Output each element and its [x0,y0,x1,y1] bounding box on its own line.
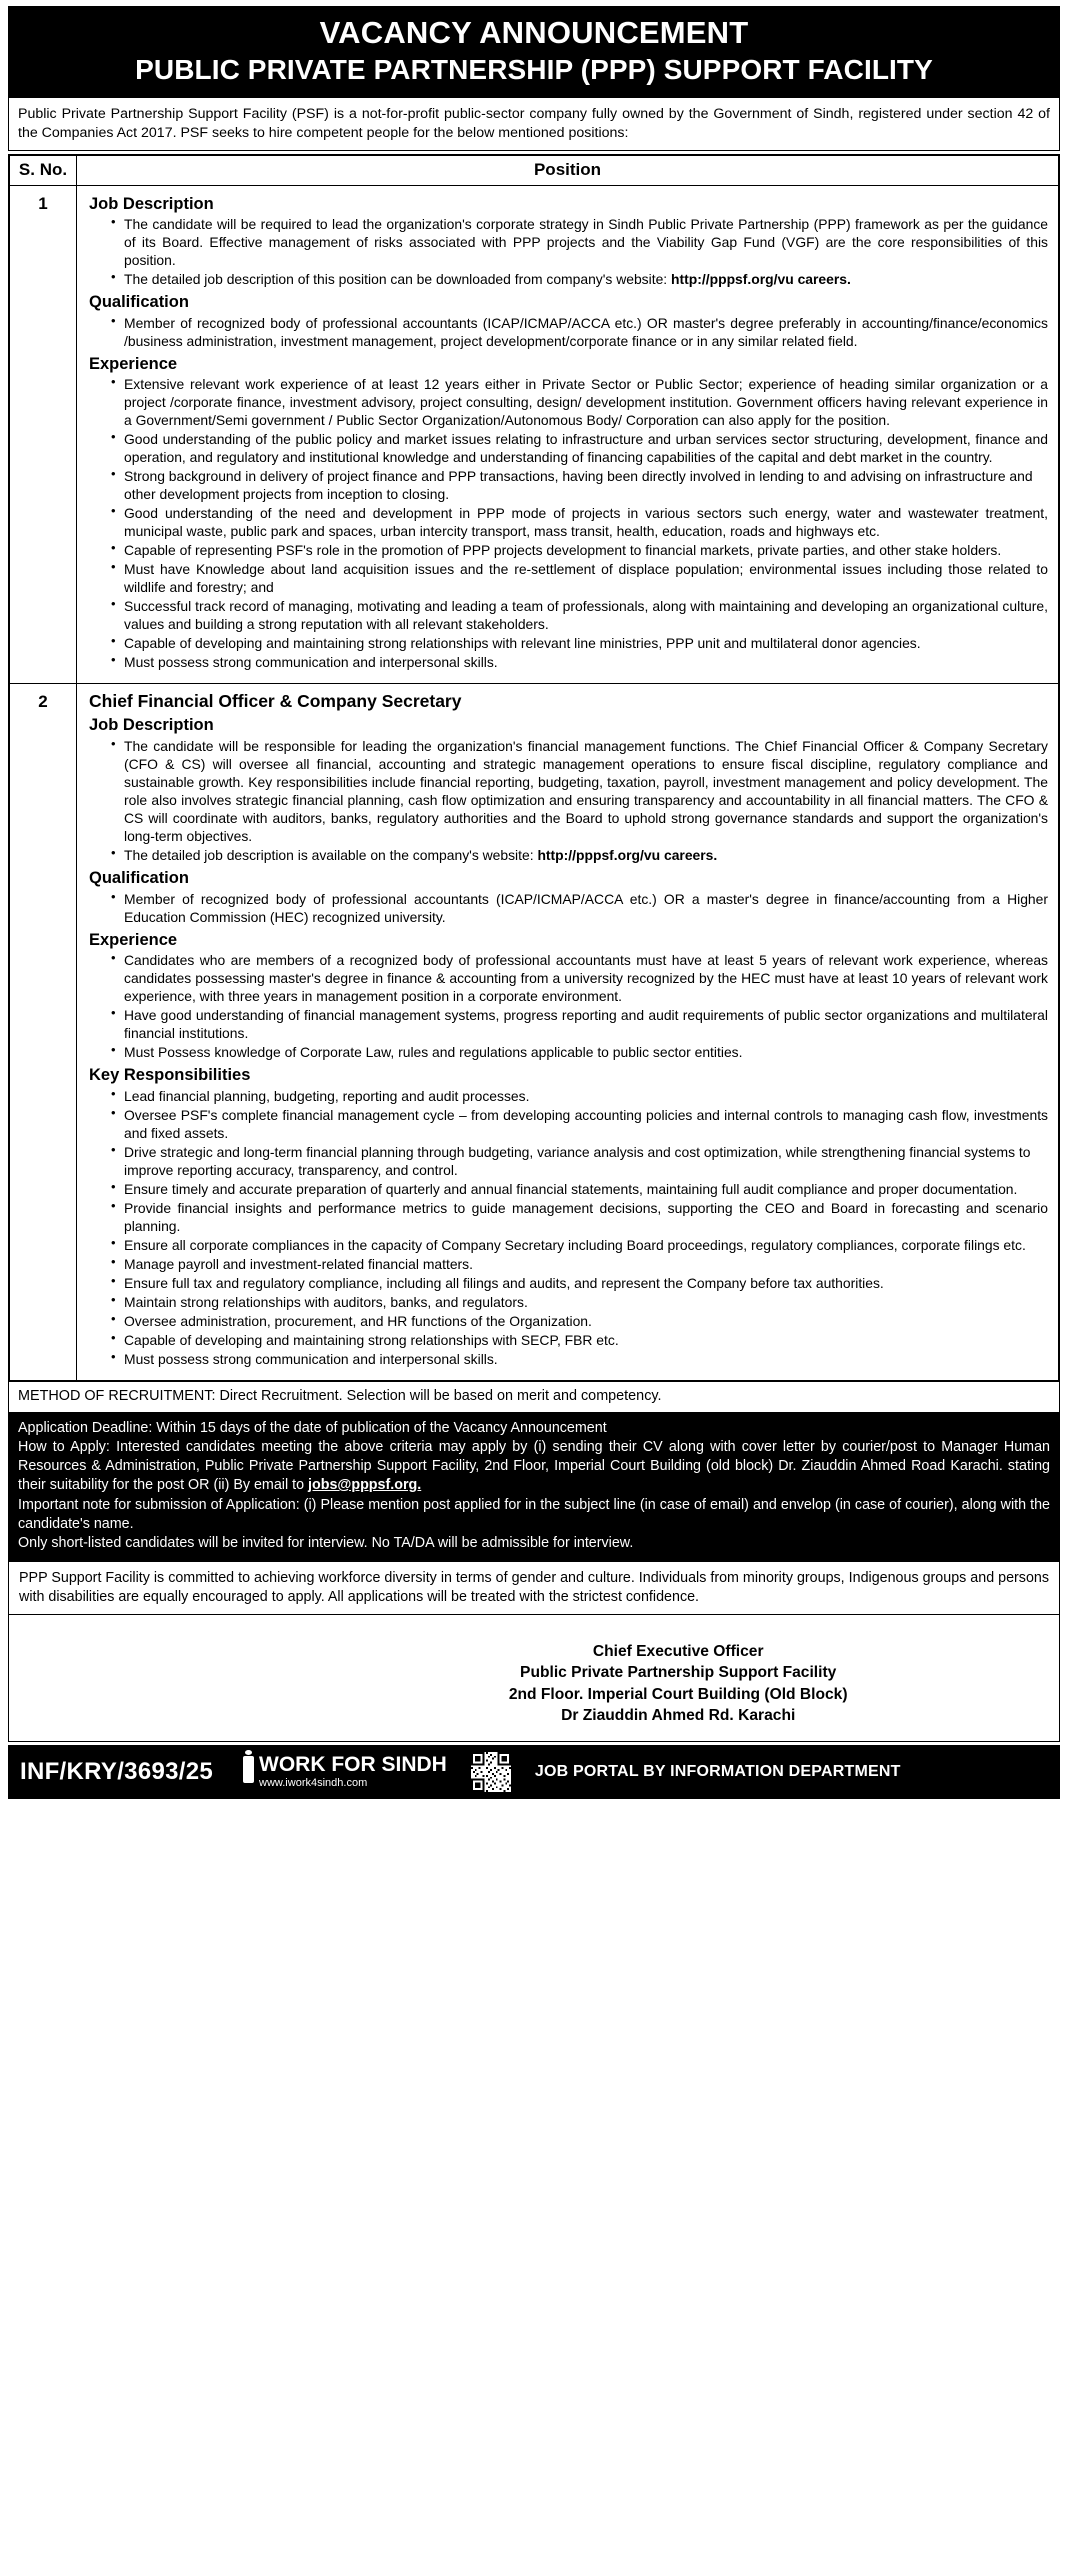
bullet-item: • Must possess strong communication and interpersonal skills. [111,653,1048,671]
signature-line-4: Dr Ziauddin Ahmed Rd. Karachi [561,1707,796,1725]
how-to-apply-text [18,1438,1050,1494]
section-heading: Experience [89,930,178,949]
positions-table-body [9,185,1059,1381]
bullet-item: • Oversee PSF's complete financial management cycle – from developing accounting policies and internal controls to managing cash flow, investments and fixed assets. [111,1106,1048,1142]
bullet-item: • Extensive relevant work experience of at least 12 years either in Private Sector or Public Sector; experience of heading similar organization or a project /corporate finance, investment advisory, project consulting, design/ development institution. Government officers having relevant experience in a Government/Semi government / Public Sector Organization/Autonomous Body/ Corporation can also apply for the position. [111,375,1048,429]
table-row [9,185,1059,684]
bullet-item: • Member of recognized body of professional accountants (ICAP/ICMAP/ACCA etc.) OR a master's degree in finance/accounting from a Higher Education Commission (HEC) recognized university. [111,890,1048,926]
column-header-sno: S. No. [9,155,77,186]
bullet-item: • Oversee administration, procurement, and HR functions of the Organization. [111,1312,1048,1330]
bullet-item: • Provide financial insights and performance metrics to guide management decisions, supporting the CEO and Board in forecasting and scenario planning. [111,1199,1048,1235]
position-title: Chief Financial Officer & Company Secretary [89,691,462,712]
table-header-row [9,155,1059,186]
job-description-url[interactable]: http://pppsf.org/vu careers. [671,271,851,288]
footer-reference-number: INF/KRY/3693/25 [20,1757,214,1785]
bullet-item: • Good understanding of the need and development in PPP mode of projects in various sectors such energy, water and wastewater treatment, municipal waste, public park and spaces, urban intercity transport, mass transit, health, education, roads and highways etc. [111,504,1048,540]
section-bullet-list [89,375,1048,671]
how-to-apply-block [8,1413,1060,1563]
section-bullet-list [89,314,1048,350]
bullet-item: • Ensure all corporate compliances in the capacity of Company Secretary including Board proceedings, regulatory compliances, corporate filings etc. [111,1236,1048,1254]
iwork4sindh-logo[interactable] [243,1754,447,1790]
how-to-apply-body: How to Apply: Interested candidates meeting the above criteria may apply by (i) sending their CV along with cover letter by courier/post to Manager Human Resources & Administration, Public Private Partnership Support Facility, 2nd Floor, Imperial Court Building (old block) Dr. Ziauddin Ahmed Road Karachi. stating their suitability for the post OR (ii) By email to [18,1439,1050,1493]
bullet-item: • Member of recognized body of professional accountants (ICAP/ICMAP/ACCA etc.) OR master's degree preferably in accounting/finance/economics /business administration, investment management, project development/corporate finance or in any similar related field. [111,314,1048,350]
section-heading: Job Description [89,194,214,213]
signature-line-3: 2nd Floor. Imperial Court Building (Old Block) [508,1685,848,1703]
footer-brand-name: WORK FOR SINDH [259,1752,447,1776]
position-details [77,684,1060,1381]
bullet-item: • Capable of representing PSF's role in the promotion of PPP projects development to financial markets, private parties, and other stake holders. [111,541,1048,559]
qr-code-icon[interactable] [471,1752,511,1792]
section-heading: Key Responsibilities [89,1066,251,1085]
signature-line-1: Chief Executive Officer [592,1642,764,1660]
signature-lines [307,1641,1049,1727]
signature-line-2: Public Private Partnership Support Facility [520,1664,837,1682]
section-bullet-list [89,737,1048,864]
section-heading: Qualification [89,869,189,887]
bullet-item: • Maintain strong relationships with auditors, banks, and regulators. [111,1293,1048,1311]
important-note: Important note for submission of Application: (i) Please mention post applied for in the subject line (in case of email) and envelop (in case of courier), along with the candidate's name. [18,1496,1050,1532]
method-of-recruitment: METHOD OF RECRUITMENT: Direct Recruitment. Selection will be based on merit and competency. [8,1382,1060,1413]
bullet-item: • Good understanding of the public policy and market issues relating to infrastructure and urban services sector structuring, development, finance and operation, and regulatory and institutional knowledge and understanding of financing capabilities of the capital and debt market in the country. [111,430,1048,466]
shortlist-note: Only short-listed candidates will be invited for interview. No TA/DA will be admissible for interview. [18,1535,634,1552]
bullet-item: • Drive strategic and long-term financial planning through budgeting, variance analysis and cost optimization, while strengthening financial systems to improve reporting accuracy, transparency, and control. [111,1143,1048,1179]
bullet-item: • Manage payroll and investment-related financial matters. [111,1255,1048,1273]
footer-brand-url: www.iwork4sindh.com [259,1776,368,1789]
bullet-item: • Ensure timely and accurate preparation of quarterly and annual financial statements, maintaining full audit compliance and proper documentation. [111,1180,1048,1198]
section-bullet-list [89,1087,1048,1368]
bullet-item: • The candidate will be responsible for leading the organization's financial management functions. The Chief Financial Officer & Company Secretary (CFO & CS) will oversee all financial, accounting and strategic management operations to ensure fiscal discipline, regulatory compliance and sustainable growth. Key responsibilities include financial reporting, budgeting, taxation, payroll, investment management and policy development. The role also involves strategic financial planning, cash flow optimization and ensuring transparency and accountability in all financial matters. The CFO & CS will coordinate with auditors, banks, regulatory authorities and the Board to uphold strong governance standards and support the organization's long-term objectives. [111,737,1048,845]
bullet-item: • The detailed job description of this position can be downloaded from company's website: http://pppsf.org/vu careers. [111,270,1048,288]
bullet-item: • The candidate will be required to lead the organization's corporate strategy in Sindh Public Private Partnership (PPP) framework as per the guidance of its Board. Effective management of risks associated with PPP projects and the Viability Gap Fund (VGF) are the core responsibilities of this position. [111,215,1048,269]
table-row [9,684,1059,1381]
masthead-subtitle: PUBLIC PRIVATE PARTNERSHIP (PPP) SUPPORT FACILITY [135,53,933,85]
bullet-item: • Ensure full tax and regulatory compliance, including all filings and audits, and represent the Company before tax authorities. [111,1274,1048,1292]
masthead-title: VACANCY ANNOUNCEMENT [319,15,749,50]
bullet-item: • Capable of developing and maintaining strong relationships with SECP, FBR etc. [111,1331,1048,1349]
bullet-item: • Must possess strong communication and interpersonal skills. [111,1350,1048,1368]
bullet-item: • Must Possess knowledge of Corporate Law, rules and regulations applicable to public sector entities. [111,1043,1048,1061]
bullet-item: • Successful track record of managing, motivating and leading a team of professionals, along with maintaining and developing an organizational culture, values and building a strong reputation with all relevant stakeholders. [111,597,1048,633]
intro-paragraph: Public Private Partnership Support Facility (PSF) is a not-for-profit public-sector company fully owned by the Government of Sindh, registered under section 42 of the Companies Act 2017. PSF seeks to hire competent people for the below mentioned positions: [8,98,1060,151]
bullet-item: • Strong background in delivery of project finance and PPP transactions, having been directly involved in lending to and advising on infrastructure and other development projects from inception to closing. [111,467,1048,503]
diversity-statement: PPP Support Facility is committed to achieving workforce diversity in terms of gender and culture. Individuals from minority groups, Indigenous groups and persons with disabilities are equally encouraged to apply. All applications will be treated with the strictest confidence. [8,1562,1060,1615]
bullet-item: • Must have Knowledge about land acquisition issues and the re-settlement of displace population; environmental issues including those related to wildlife and forestry; and [111,560,1048,596]
position-serial-number: 2 [9,684,77,1381]
bullet-item: • Lead financial planning, budgeting, reporting and audit processes. [111,1087,1048,1105]
section-bullet-list [89,951,1048,1061]
section-bullet-list [89,215,1048,288]
job-description-url[interactable]: http://pppsf.org/vu careers. [537,847,718,863]
bullet-item: • The detailed job description is available on the company's website: http://pppsf.org/vu careers. [111,846,1048,864]
section-heading: Experience [89,354,178,373]
bullet-item: • Capable of developing and maintaining strong relationships with relevant line ministries, PPP unit and multilateral donor agencies. [111,634,1048,652]
footer-bar [8,1745,1060,1799]
section-heading: Qualification [89,293,189,312]
bullet-item: • Have good understanding of financial management systems, progress reporting and audit requirements of public sector organizations and multilateral financial institutions. [111,1006,1048,1042]
bullet-item: • Candidates who are members of a recognized body of professional accountants must have at least 5 years of relevant work experience, whereas candidates possessing master's degree in finance & accounting from a university recognized by the HEC must have at least 10 years of relevant work experience, with three years in management position in a corporate environment. [111,951,1048,1005]
application-deadline: Application Deadline: Within 15 days of the date of publication of the Vacancy Announcement [18,1419,607,1436]
column-header-position: Position [77,155,1060,186]
section-bullet-list [89,890,1048,926]
section-heading: Job Description [89,716,214,735]
person-icon [243,1756,254,1783]
signature-block [8,1615,1060,1742]
position-details [77,185,1060,684]
position-serial-number: 1 [9,185,77,684]
positions-table [8,154,1060,1382]
masthead [8,6,1060,98]
apply-email[interactable]: jobs@pppsf.org. [308,1476,422,1493]
footer-portal-label: JOB PORTAL BY INFORMATION DEPARTMENT [534,1762,901,1780]
